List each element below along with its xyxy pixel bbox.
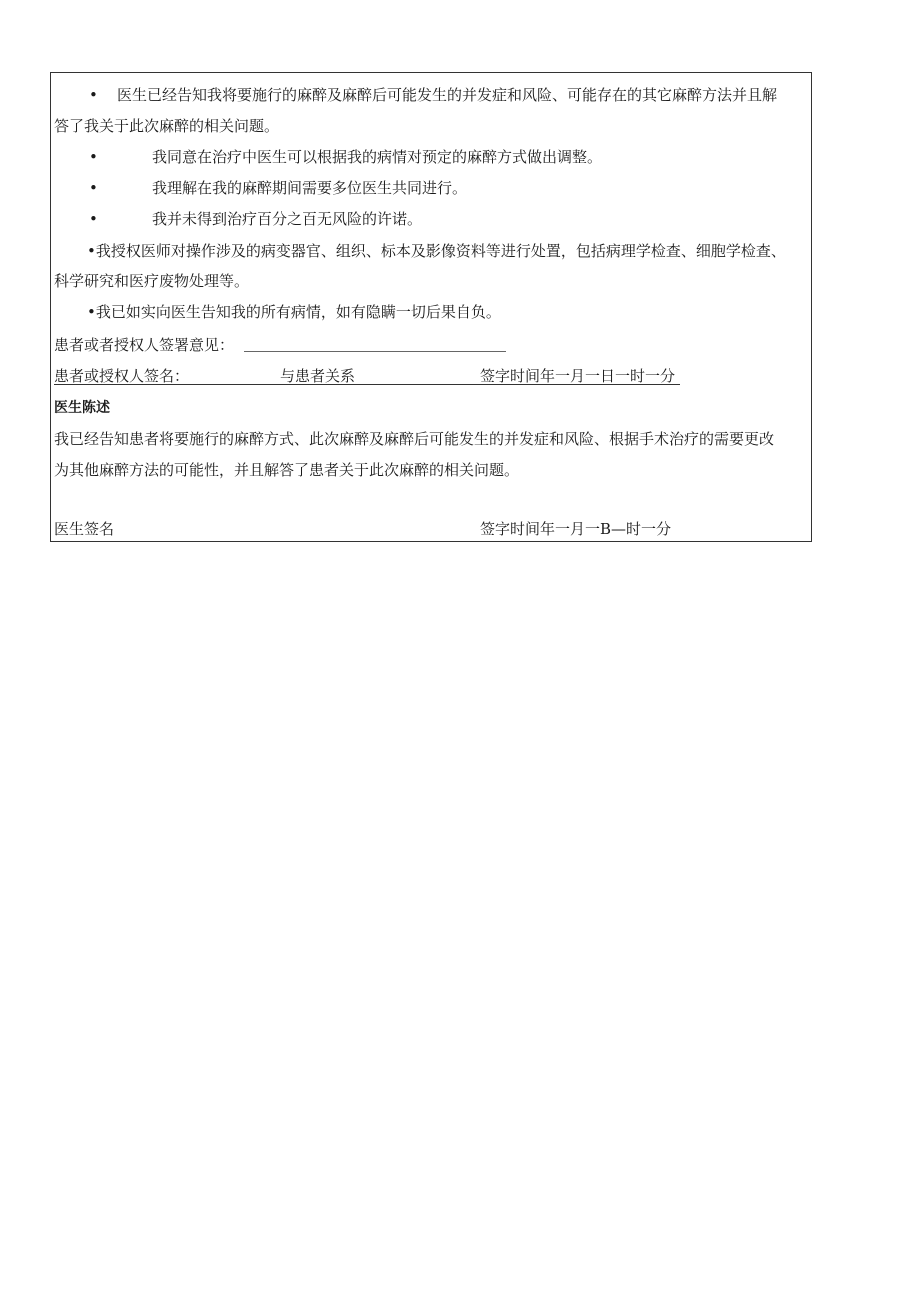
patient-opinion-label: 患者或者授权人签署意见： [54,336,235,354]
doctor-section-title: 医生陈述 [54,400,110,416]
consent-item-3: 我理解在我的麻醉期间需要多位医生共同进行。 [152,179,468,197]
doctor-sign-time-label: 签字时间年一月一B—时一分 [480,520,672,538]
relation-label: 与患者关系 [280,367,356,385]
bullet-3: • [89,179,98,197]
consent-form-box [50,72,812,542]
consent-item-1-line-1: 医生已经告知我将要施行的麻醉及麻醉后可能发生的并发症和风险、可能存在的其它麻醉方法并且解 [117,86,778,104]
patient-signature-underline[interactable] [54,384,680,385]
consent-item-6: •我已如实向医生告知我的所有病情，如有隐瞒一切后果自负。 [87,303,501,321]
bullet-2: • [89,148,98,166]
doctor-signature-label: 医生签名 [54,520,115,538]
doctor-statement-line-1: 我已经告知患者将要施行的麻醉方式、此次麻醉及麻醉后可能发生的并发症和风险、根据手术治疗的需要更改 [54,430,775,448]
patient-opinion-blank[interactable] [244,350,506,352]
consent-item-1-line-2: 答了我关于此次麻醉的相关问题。 [54,117,280,135]
patient-signature-label: 患者或授权人签名： [54,367,190,385]
doctor-statement-line-2: 为其他麻醉方法的可能性，并且解答了患者关于此次麻醉的相关问题。 [54,461,520,479]
consent-item-5-line-2: 科学研究和医疗废物处理等。 [54,272,250,290]
consent-item-2: 我同意在治疗中医生可以根据我的病情对预定的麻醉方式做出调整。 [152,148,603,166]
consent-item-5-line-1: •我授权医师对操作涉及的病变器官、组织、标本及影像资料等进行处置，包括病理学检查、细胞学检查、 [87,242,786,260]
bullet-4: • [89,210,98,228]
patient-sign-time-label: 签字时间年一月一日一时一分 [480,367,676,385]
consent-item-4: 我并未得到治疗百分之百无风险的许诺。 [152,210,423,228]
bullet-1: • [89,86,98,104]
